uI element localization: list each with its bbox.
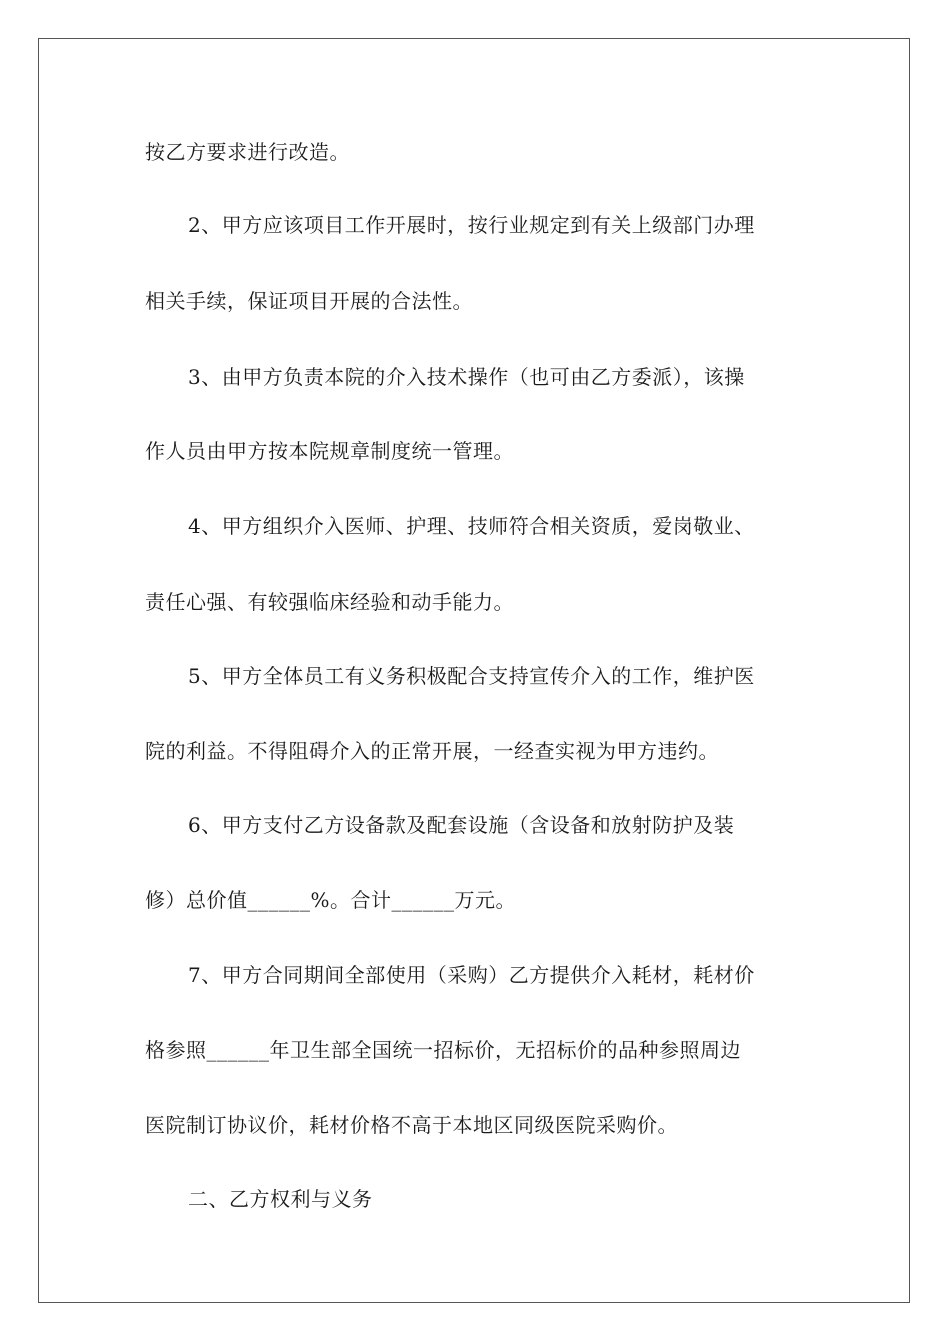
paragraph-line: 7、甲方合同期间全部使用（采购）乙方提供介入耗材，耗材价 [188,963,755,987]
paragraph-line: 格参照______年卫生部全国统一招标价，无招标价的品种参照周边 [145,1038,741,1062]
paragraph-line: 5、甲方全体员工有义务积极配合支持宣传介入的工作，维护医 [188,664,755,688]
paragraph-line: 2、甲方应该项目工作开展时，按行业规定到有关上级部门办理 [188,213,755,237]
paragraph-line: 院的利益。不得阻碍介入的正常开展，一经查实视为甲方违约。 [145,739,719,763]
paragraph-line: 作人员由甲方按本院规章制度统一管理。 [145,439,514,463]
paragraph-line: 修）总价值______%。合计______万元。 [145,888,517,912]
paragraph-line: 6、甲方支付乙方设备款及配套设施（含设备和放射防护及装 [188,813,735,837]
paragraph-line: 责任心强、有较强临床经验和动手能力。 [145,590,514,614]
paragraph-line: 3、由甲方负责本院的介入技术操作（也可由乙方委派），该操 [188,365,745,389]
paragraph-line: 相关手续，保证项目开展的合法性。 [145,289,473,313]
paragraph-line: 医院制订协议价，耗材价格不高于本地区同级医院采购价。 [145,1113,678,1137]
paragraph-line: 4、甲方组织介入医师、护理、技师符合相关资质，爱岗敬业、 [188,514,755,538]
section-heading: 二、乙方权利与义务 [188,1187,373,1211]
paragraph-line: 按乙方要求进行改造。 [145,140,350,164]
